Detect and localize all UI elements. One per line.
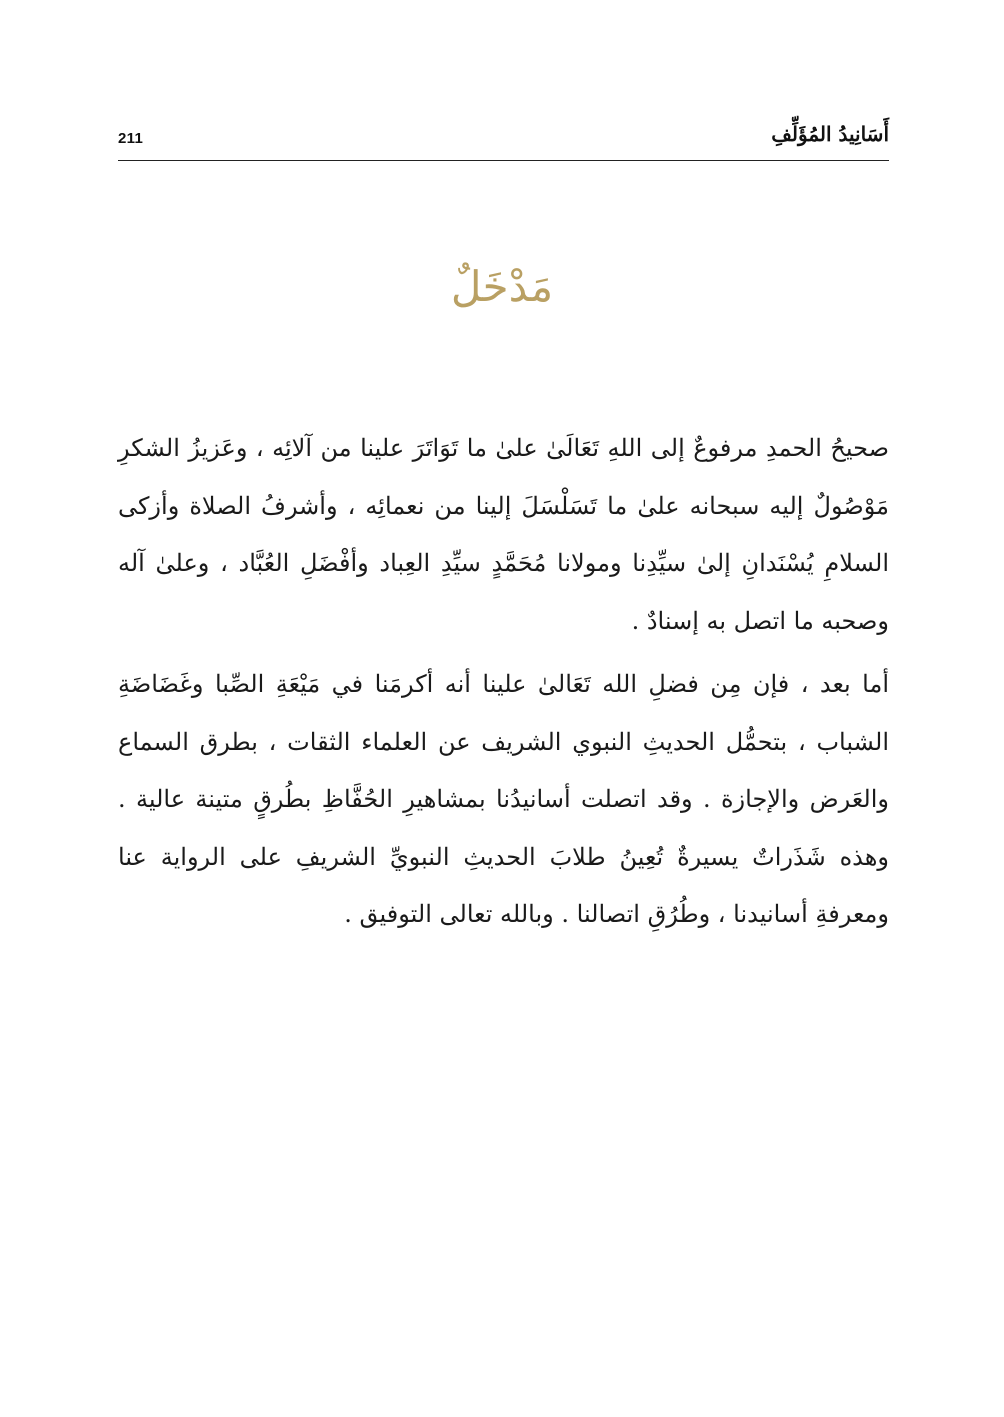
paragraph-main: أما بعد ، فإن مِن فضلِ الله تَعَالىٰ علينا أنه أكرمَنا في مَيْعَةِ الصِّبا وغَضَاضَةِ الشباب ، بتحمُّل الحديثِ النبوي الشريف عن العلماء الثقات ، بطرق السماع والعَرض والإجازة . وقد اتصلت أسانيدُنا بمشاهيرِ الحُفَّاظِ بطُرقٍ متينة عالية . وهذه شَذَراتٌ يسيرةٌ تُعِينُ طلابَ الحديثِ النبويِّ الشريفِ على الرواية عنا ومعرفةِ أسانيدنا ، وطُرُقِ اتصالنا . وبالله تعالى التوفيق . xyxy=(118,670,889,928)
page-number: 211 xyxy=(118,130,144,147)
body-text xyxy=(118,420,889,950)
running-title: أَسَانِيدُ المُؤَلِّفِ xyxy=(771,122,889,146)
paragraph-intro: صحيحُ الحمدِ مرفوعٌ إلى اللهِ تَعَالَىٰ علىٰ ما تَوَاتَرَ علينا من آلائِه ، وعَزيزُ الشكرِ مَوْصُولٌ إليه سبحانه علىٰ ما تَسَلْسَلَ إلينا من نعمائِه ، وأشرفُ الصلاة وأزكى السلامِ يُسْنَدانِ إلىٰ سيِّدِنا ومولانا مُحَمَّدٍ سيِّدِ العِباد وأفْضَلِ العُبَّاد ، وعلىٰ آله وصحبه ما اتصل به إسنادٌ . xyxy=(118,434,889,635)
page-header xyxy=(118,120,889,161)
section-title: مَدْخَلٌ xyxy=(450,262,554,311)
